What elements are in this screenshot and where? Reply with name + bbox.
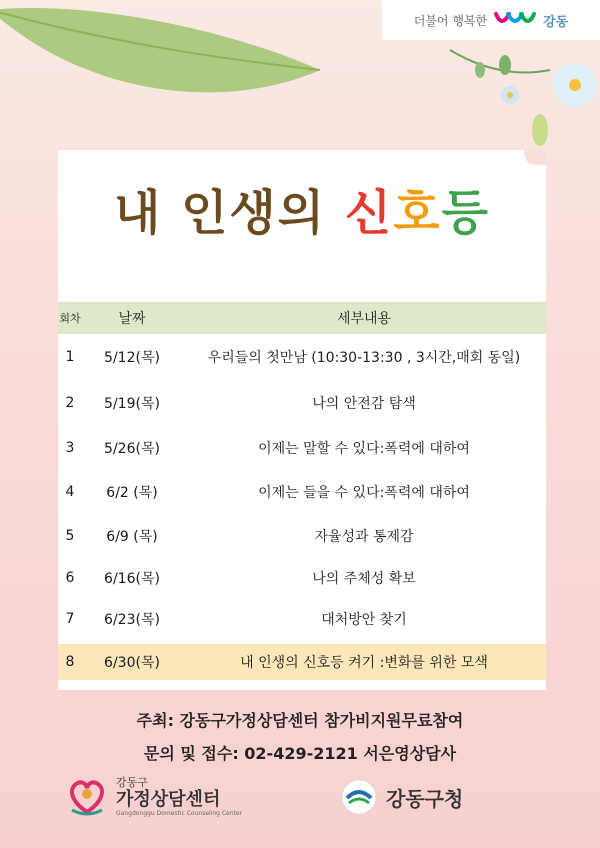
table-row bbox=[58, 604, 546, 634]
row-details: 대처방안 찾기 bbox=[321, 612, 407, 628]
table-row bbox=[58, 433, 546, 463]
header-details: 세부내용 bbox=[336, 311, 392, 327]
row-details: 이제는 말할 수 있다:폭력에 대하여 bbox=[258, 441, 470, 457]
contact-info: 문의 및 접수: 02-429-2121 서은영상담사 bbox=[143, 744, 457, 763]
family-heart-icon bbox=[64, 772, 110, 818]
table-row bbox=[58, 521, 546, 551]
title-char-red: 신 bbox=[344, 185, 394, 241]
row-details: 나의 안전감 탐색 bbox=[312, 396, 416, 412]
schedule-table-header bbox=[58, 302, 546, 334]
row-session: 2 bbox=[65, 395, 75, 411]
brand-place: 강동 bbox=[543, 14, 569, 30]
table-row bbox=[58, 342, 546, 372]
leaf-illustration bbox=[0, 0, 350, 150]
row-details: 우리들의 첫만남 (10:30-13:30 , 3시간,매회 동일) bbox=[207, 350, 521, 366]
row-details: 내 인생의 신호등 켜기 :변화를 위한 모색 bbox=[240, 655, 488, 671]
row-date: 5/12(목) bbox=[104, 350, 160, 366]
table-row bbox=[58, 477, 546, 507]
row-details: 자율성과 통제감 bbox=[314, 529, 414, 545]
page-title bbox=[58, 174, 546, 243]
row-date: 5/19(목) bbox=[104, 396, 160, 412]
row-date: 6/9 (목) bbox=[106, 529, 158, 545]
center-name: 가정상담센터 bbox=[116, 788, 221, 810]
title-part1: 내 인생의 bbox=[113, 185, 345, 241]
table-row-highlighted bbox=[58, 644, 546, 680]
brand-slogan: 더불어 행복한 bbox=[413, 13, 488, 28]
row-session: 5 bbox=[65, 528, 75, 544]
table-row bbox=[58, 563, 546, 593]
row-details: 이제는 들을 수 있다:폭력에 대하여 bbox=[258, 485, 470, 501]
header-date: 날짜 bbox=[118, 311, 146, 327]
district-emblem-icon bbox=[340, 778, 378, 816]
district-office-name: 강동구청 bbox=[386, 786, 464, 811]
row-session: 1 bbox=[65, 349, 75, 365]
card-notch bbox=[524, 149, 546, 165]
row-date: 6/30(목) bbox=[104, 655, 160, 671]
row-details: 나의 주체성 확보 bbox=[312, 571, 416, 587]
row-date: 6/2 (목) bbox=[106, 485, 158, 501]
title-char-orange: 호 bbox=[393, 185, 442, 241]
center-district: 강동구 bbox=[116, 775, 148, 789]
program-card bbox=[58, 150, 546, 690]
row-date: 6/16(목) bbox=[104, 571, 160, 587]
row-session: 8 bbox=[65, 654, 75, 670]
row-date: 6/23(목) bbox=[104, 612, 160, 628]
title-char-green: 등 bbox=[441, 185, 491, 241]
row-date: 5/26(목) bbox=[104, 441, 160, 457]
table-row bbox=[58, 388, 546, 418]
host-info: 주최: 강동구가정상담센터 참가비지원무료참여 bbox=[136, 711, 464, 730]
counseling-center-logo bbox=[64, 772, 242, 818]
center-english-name: Gangdonggu Domestic Counseling Center bbox=[116, 809, 243, 817]
row-session: 7 bbox=[65, 611, 75, 627]
brand-smile-icon bbox=[493, 10, 537, 30]
district-office-logo bbox=[340, 778, 463, 816]
header-session: 회차 bbox=[59, 311, 81, 325]
district-brand-banner bbox=[382, 0, 600, 40]
row-session: 4 bbox=[65, 484, 75, 500]
row-session: 3 bbox=[65, 440, 75, 456]
flower-illustration bbox=[440, 40, 600, 150]
row-session: 6 bbox=[65, 570, 75, 586]
